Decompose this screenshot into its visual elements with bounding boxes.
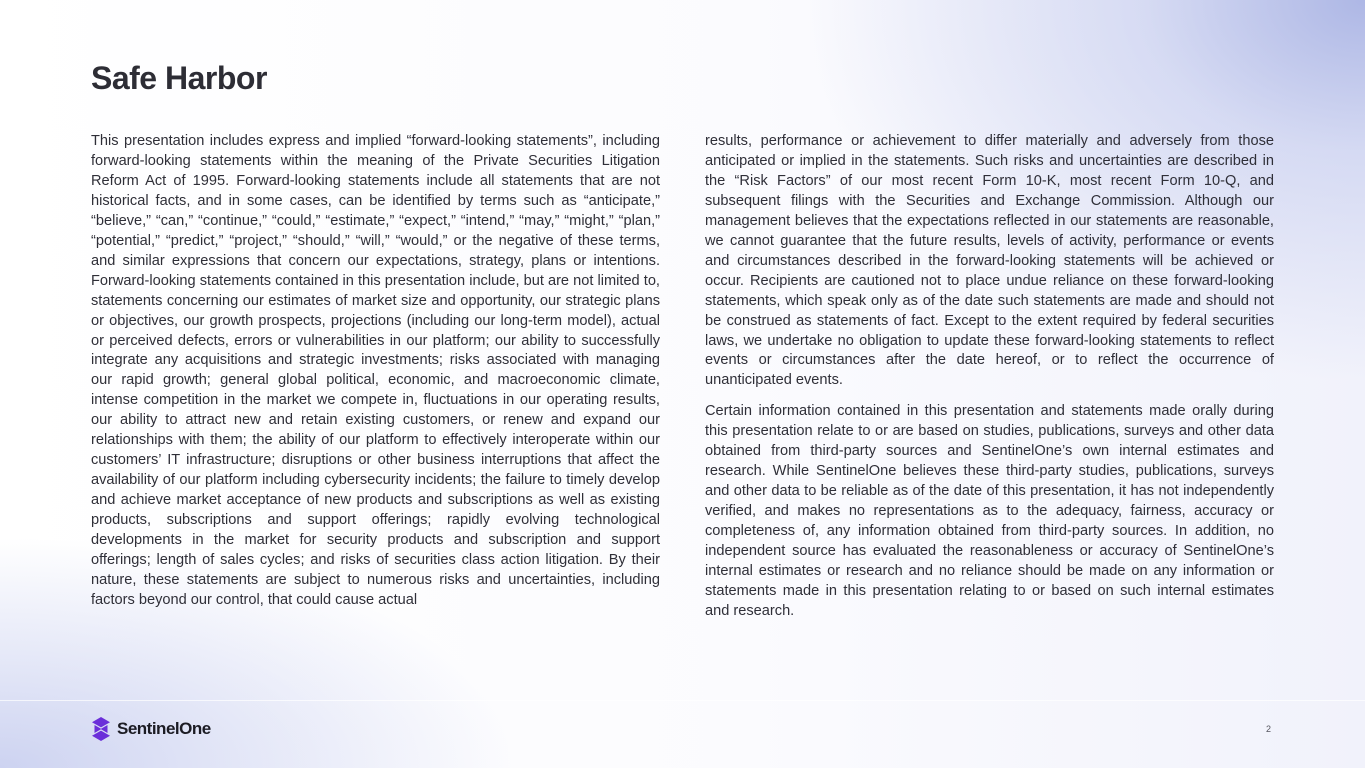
- right-text-column: [705, 132, 1274, 622]
- sentinelone-logo: [90, 716, 211, 742]
- safe-harbor-paragraph: This presentation includes express and implied “forward-looking statements”, including forward-looking statements within the meaning of the Private Securities Litigation Reform Act of 1995. Forward-looking statements include all statements that are not historical facts, and in some cases, can be identified by terms such as “anticipate,” “believe,” “can,” “continue,” “could,” “estimate,” “expect,” “intend,” “may,” “might,” “plan,” “potential,” “predict,” “project,” “should,” “will,” “would,” or the negative of these terms, and similar expressions that concern our expectations, strategy, plans or intentions. Forward-looking statements contained in this presentation include, but are not limited to, statements concerning our estimates of market size and opportunity, our strategic plans or objectives, our growth prospects, projections (including our long-term model), actual or perceived defects, errors or vulnerabilities in our platform; our ability to successfully integrate any acquisitions and strategic investments; risks associated with managing our rapid growth; general global political, economic, and macroeconomic climate, intense competition in the market we compete in, fluctuations in our operating results, our ability to attract new and retain existing customers, or renew and expand our relationships with them; the ability of our platform to effectively interoperate within our customers’ IT infrastructure; disruptions or other business interruptions that affect the availability of our platform including cybersecurity incidents; the failure to timely develop and achieve market acceptance of new products and subscriptions as well as existing products, subscriptions and support offerings; rapidly evolving technological developments in the market for security products and subscription and support offerings; length of sales cycles; and risks of securities class action litigation. By their nature, these statements are subject to numerous risks and uncertainties, including factors beyond our control, that could cause actual: [91, 133, 660, 608]
- left-text-column: [91, 132, 660, 611]
- brand-name: SentinelOne: [117, 719, 211, 738]
- safe-harbor-paragraph-continued: results, performance or achievement to differ materially and adversely from those anticipated or implied in the statements. Such risks and uncertainties are described in the “Risk Factors” of our most recent Form 10-K, most recent Form 10-Q, and subsequent filings with the Securities and Exchange Commission. Although our management believes that the expectations reflected in our statements are reasonable, we cannot guarantee that the future results, levels of activity, performance or events and circumstances described in the forward-looking statements will be achieved or occur. Recipients are cautioned not to place undue reliance on these forward-looking statements, which speak only as of the date such statements are made and should not be construed as statements of fact. Except to the extent required by federal securities laws, we undertake no obligation to update these forward-looking statements to reflect events or circumstances after the date hereof, or to reflect the occurrence of unanticipated events.: [705, 133, 1274, 389]
- footer-divider: [0, 700, 1365, 701]
- page-number: 2: [1266, 724, 1272, 734]
- sentinelone-logo-icon: [90, 716, 112, 742]
- third-party-data-paragraph: Certain information contained in this presentation and statements made orally during this presentation relate to or are based on studies, publications, surveys and other data obtained from third-party sources and SentinelOne’s own internal estimates and research. While SentinelOne believes these third-party studies, publications, surveys and other data to be reliable as of the date of this presentation, it has not independently verified, and makes no representations as to the adequacy, fairness, accuracy or completeness of, any information obtained from third-party sources. In addition, no independent source has evaluated the reasonableness or accuracy of SentinelOne’s internal estimates or research and no reliance should be made on any information or statements made in this presentation relating to or based on such internal estimates and research.: [705, 403, 1274, 619]
- slide-title: Safe Harbor: [91, 60, 267, 96]
